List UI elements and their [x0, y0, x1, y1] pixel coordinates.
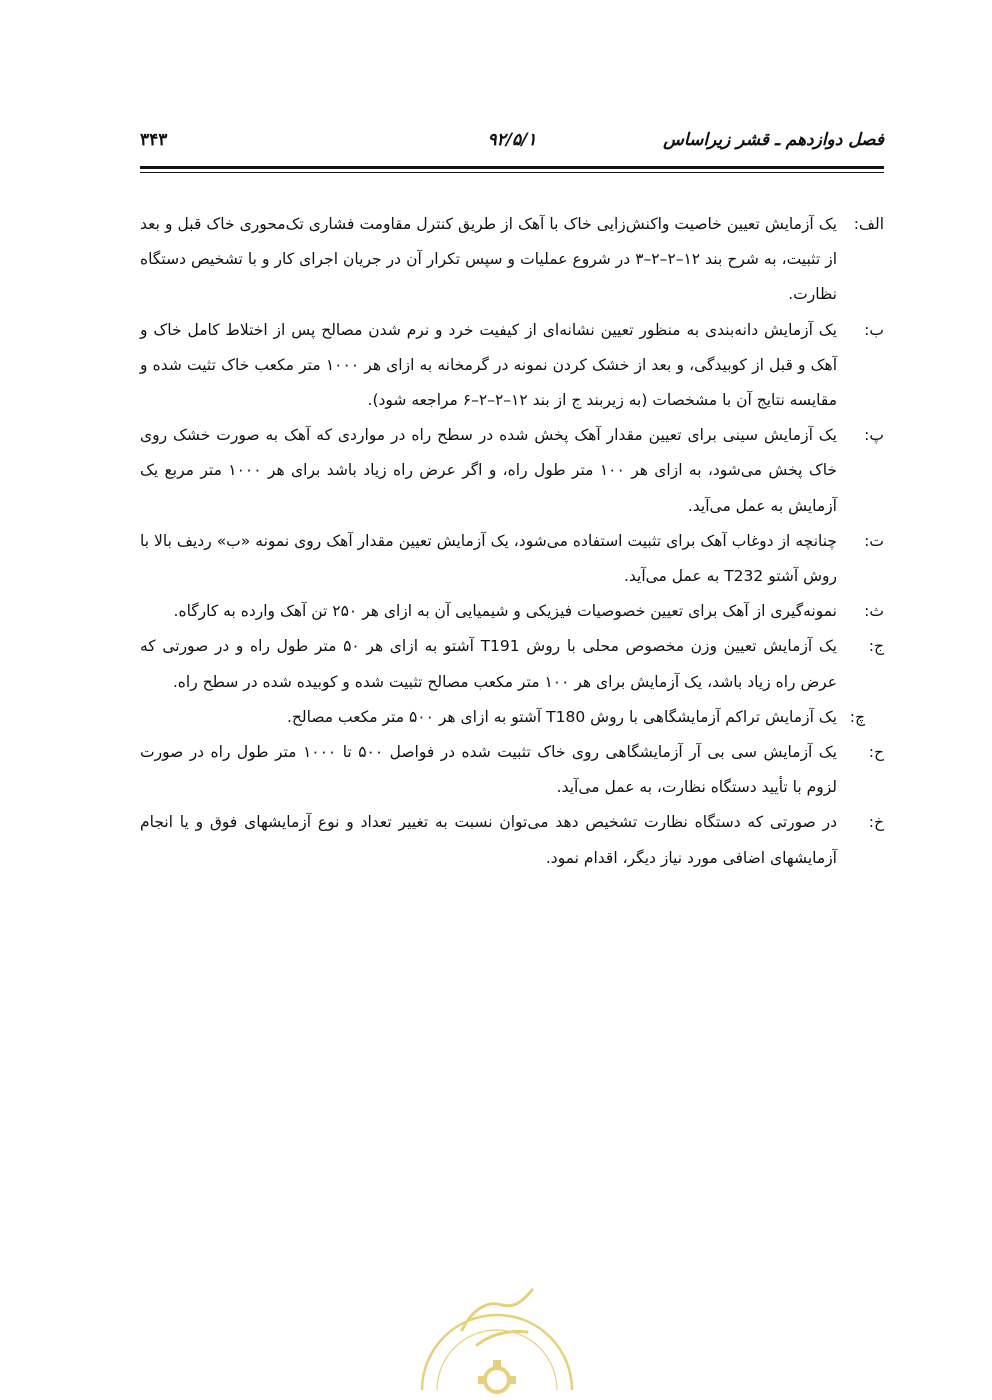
running-header [140, 130, 884, 160]
list-marker: ح: [868, 743, 884, 762]
list-item [140, 700, 884, 735]
list-item [140, 629, 884, 699]
list-item-text: نمونه‌گیری از آهک برای تعیین خصوصیات فیزیکی و شیمیایی آن به ازای هر ۲۵۰ تن آهک وارده به کارگاه. [173, 602, 837, 621]
publisher-stamp-logo [402, 1260, 592, 1400]
list-marker: ج: [868, 637, 884, 656]
page-number: ۳۴۳ [140, 130, 168, 150]
list-item [140, 735, 884, 805]
list-item-text: یک آزمایش سی بی آر آزمایشگاهی روی خاک تثبیت شده در فواصل ۵۰۰ تا ۱۰۰۰ متر طول راه در صورت لزوم با تأیید دستگاه نظارت، به عمل می‌آید. [140, 743, 837, 797]
header-date: ۹۲/۵/۱ [487, 130, 537, 150]
list-item-text: چنانچه از دوغاب آهک برای تثبیت استفاده می‌شود، یک آزمایش تعیین مقدار آهک روی نمونه «ب» ردیف بالا با روش آشتو T232 به عمل می‌آید. [140, 531, 837, 586]
list-item [140, 524, 884, 594]
header-rule-thin [140, 172, 884, 173]
list-marker: الف: [853, 215, 884, 233]
header-rule-thick [140, 166, 884, 169]
list-item-text: یک آزمایش تعیین وزن مخصوص محلی با روش T191 آشتو به ازای هر ۵۰ متر طول راه و در صورتی که عرض راه زیاد باشد، یک آزمایش برای هر ۱۰۰ متر مکعب مصالح تثبیت شده و کوبیده شده در سطح راه. [140, 637, 837, 691]
list-marker: ث: [864, 602, 884, 621]
list-marker: ب: [864, 320, 884, 339]
list-item-text: یک آزمایش دانه‌بندی به منظور تعیین نشانه‌ای از کیفیت خرد و نرم شدن مصالح پس از اختلاط کامل خاک و آهک و قبل از کوبیدگی، و بعد از خشک کردن نمونه در گرمخانه به ازای هر ۱۰۰۰ متر مکعب خاک تثیت شده و مقایسه نتایج آن با مشخصات (به زیربند ج از بند ۱۲–۲–۲–۶ مراجعه شود). [140, 320, 838, 410]
list-item-text: یک آزمایش تراکم آزمایشگاهی با روش T180 آشتو به ازای هر ۵۰۰ متر مکعب مصالح. [286, 707, 837, 726]
list-marker: خ: [868, 813, 884, 832]
list-marker: چ: [849, 707, 865, 726]
list-item [140, 418, 884, 524]
list-item-text: یک آزمایش تعیین خاصیت واکنش‌زایی خاک با آهک از طریق کنترل مقاومت فشاری تک‌محوری خاک قبل و بعد از تثبیت، به شرح بند ۱۲–۲–۲–۳ در شروع عملیات و سپس تکرار آن در جریان اجرای کار و با تشخیص دستگاه نظارت. [140, 215, 837, 304]
list-item [140, 805, 884, 875]
list-item [140, 207, 884, 313]
list-item-text: یک آزمایش سینی برای تعیین مقدار آهک پخش شده در سطح راه در مواردی که آهک به صورت خشک روی خاک پخش می‌شود، به ازای هر ۱۰۰ متر طول راه، و اگر عرض راه زیاد باشد برای هر ۱۰۰۰ متر مربع یک آزمایش به عمل می‌آید. [140, 426, 838, 515]
list-marker: پ: [864, 426, 884, 445]
list-item-text: در صورتی که دستگاه نظارت تشخیص دهد می‌توان نسبت به تغییر تعداد و نوع آزمایشهای فوق و یا انجام آزمایشهای اضافی مورد نیاز دیگر، اقدام نمود. [140, 813, 837, 867]
chapter-title: فصل دوازدهم ـ قشر زیراساس [663, 130, 884, 150]
list-marker: ت: [864, 531, 884, 550]
document-body [140, 207, 884, 876]
stamp-gear-icon [478, 1360, 516, 1392]
list-item [140, 313, 884, 419]
list-item [140, 594, 884, 629]
